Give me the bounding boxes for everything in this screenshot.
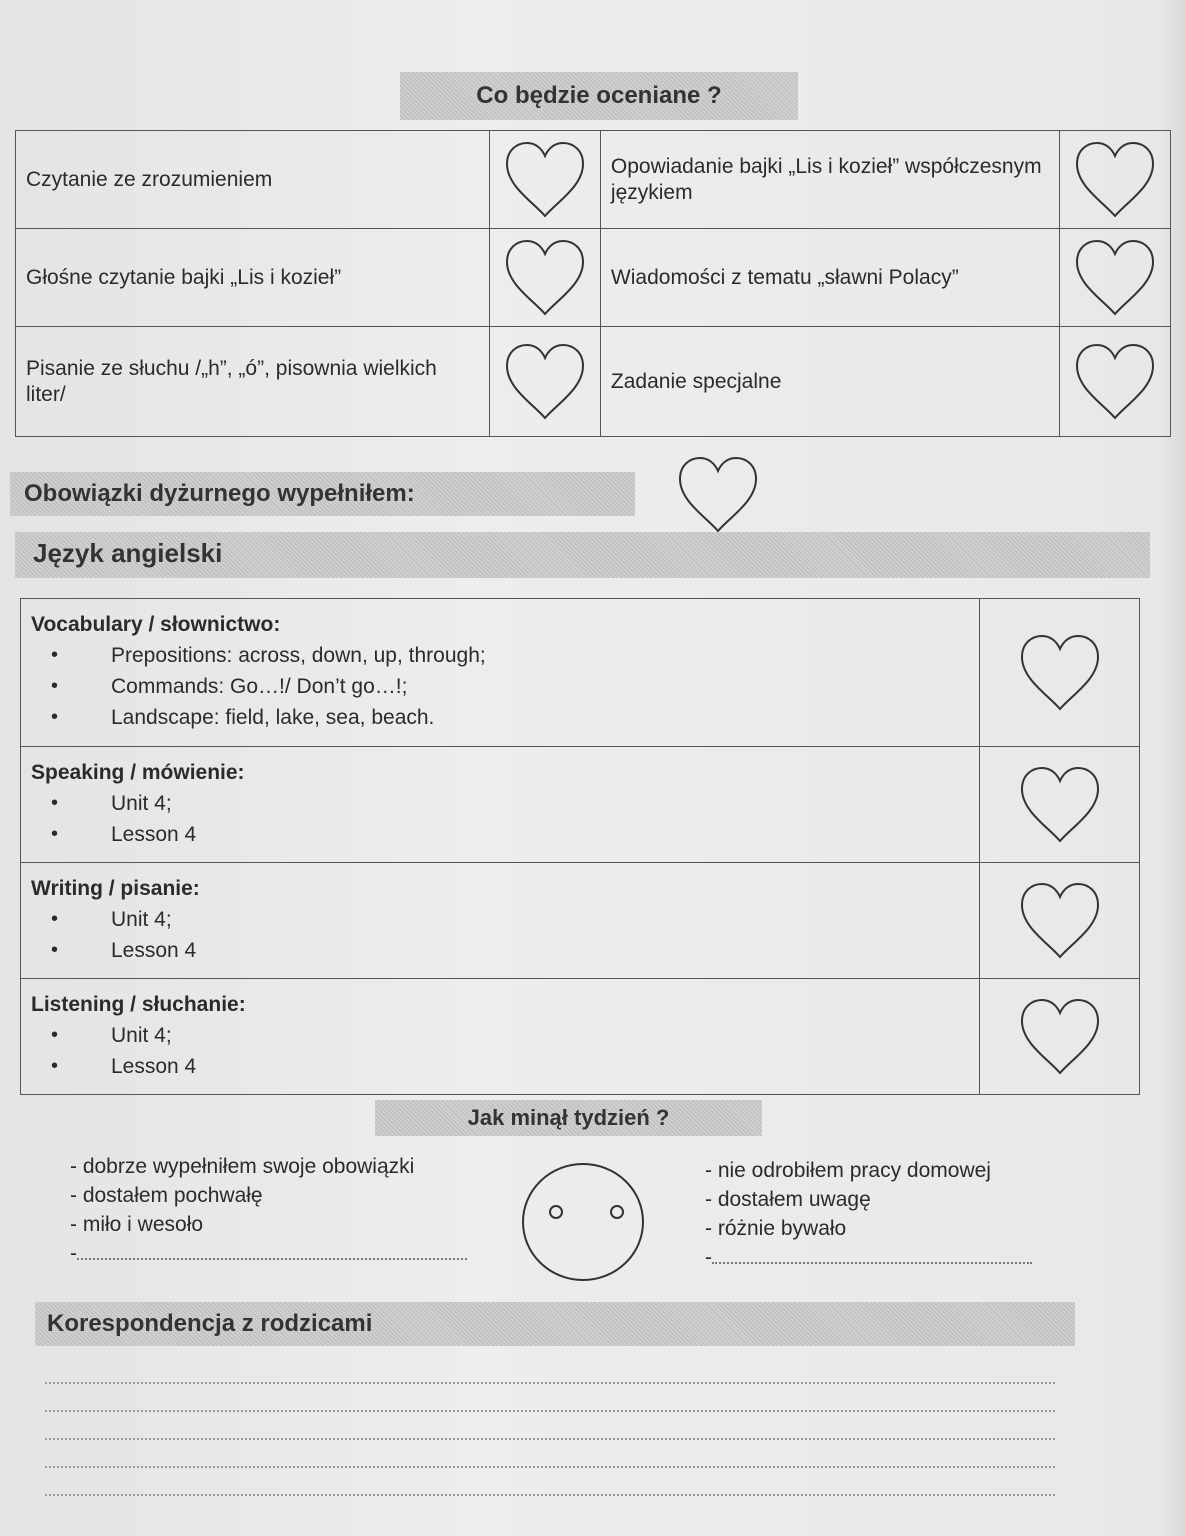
list-item: • Unit 4;	[111, 904, 969, 935]
list-item: • Lesson 4	[111, 935, 969, 966]
week-option: - dostałem uwagę	[705, 1188, 871, 1211]
heart-icon	[1018, 765, 1102, 845]
list-item: • Commands: Go…!/ Don’t go…!;	[111, 671, 969, 702]
graded-title: Co będzie oceniane ?	[476, 82, 722, 109]
english-section	[21, 979, 980, 1095]
heart-checkbox[interactable]	[1060, 131, 1171, 229]
heart-icon	[1018, 881, 1102, 961]
mood-face[interactable]	[518, 1160, 648, 1284]
list-item: • Unit 4;	[111, 1020, 969, 1051]
english-table	[20, 598, 1140, 1095]
list-item: • Lesson 4	[111, 819, 969, 850]
english-section	[21, 863, 980, 979]
heart-icon	[1018, 633, 1102, 713]
week-option-blank[interactable]: -	[705, 1243, 1065, 1272]
list-item: • Prepositions: across, down, up, through;	[111, 640, 969, 671]
section-heading: Vocabulary / słownictwo:	[31, 613, 281, 636]
writing-line[interactable]	[45, 1410, 1055, 1412]
english-row	[21, 747, 1140, 863]
heart-checkbox[interactable]	[489, 131, 600, 229]
english-row	[21, 979, 1140, 1095]
english-row	[21, 863, 1140, 979]
heart-icon	[676, 455, 760, 535]
writing-line[interactable]	[45, 1494, 1055, 1496]
correspondence-title: Korespondencja z rodzicami	[47, 1310, 373, 1337]
week-option-blank[interactable]: -	[70, 1239, 490, 1268]
duty-heart-checkbox[interactable]	[676, 455, 760, 539]
english-section	[21, 747, 980, 863]
face-icon	[518, 1160, 648, 1284]
list-item: • Landscape: field, lake, sea, beach.	[111, 702, 969, 733]
section-items	[31, 788, 969, 850]
duty-banner	[10, 472, 635, 516]
blank-line	[712, 1262, 1032, 1264]
section-heading: Writing / pisanie:	[31, 876, 200, 900]
week-title: Jak minął tydzień ?	[467, 1105, 670, 1130]
graded-table	[15, 130, 1171, 437]
graded-left-item: Pisanie ze słuchu /„h”, „ó”, pisownia wielkich liter/	[16, 327, 490, 437]
graded-left-item: Czytanie ze zrozumieniem	[16, 131, 490, 229]
graded-right-item: Zadanie specjalne	[600, 327, 1059, 437]
week-bad-list	[705, 1156, 1065, 1272]
duty-label: Obowiązki dyżurnego wypełniłem:	[24, 480, 415, 507]
week-option: - nie odrobiłem pracy domowej	[705, 1159, 991, 1182]
blank-line	[77, 1258, 467, 1260]
week-banner	[375, 1100, 762, 1136]
heart-checkbox[interactable]	[980, 747, 1140, 863]
list-item: • Unit 4;	[111, 788, 969, 819]
english-row	[21, 599, 1140, 747]
week-option: - różnie bywało	[705, 1217, 847, 1240]
heart-icon	[503, 342, 587, 422]
graded-row	[16, 327, 1171, 437]
section-heading: Speaking / mówienie:	[31, 760, 245, 784]
section-items	[31, 640, 969, 733]
english-banner	[15, 532, 1150, 578]
section-items	[31, 1020, 969, 1082]
heart-checkbox[interactable]	[489, 229, 600, 327]
graded-row	[16, 131, 1171, 229]
heart-checkbox[interactable]	[1060, 327, 1171, 437]
correspondence-banner	[35, 1302, 1075, 1346]
heart-checkbox[interactable]	[980, 979, 1140, 1095]
section-heading: Listening / słuchanie:	[31, 992, 246, 1016]
graded-right-item: Opowiadanie bajki „Lis i kozieł” współczesnym językiem	[600, 131, 1059, 229]
writing-line[interactable]	[45, 1466, 1055, 1468]
heart-icon	[1073, 140, 1157, 220]
heart-icon	[1018, 997, 1102, 1077]
list-item: • Lesson 4	[111, 1051, 969, 1082]
week-option: - dobrze wypełniłem swoje obowiązki	[70, 1155, 415, 1178]
heart-icon	[503, 238, 587, 318]
writing-line[interactable]	[45, 1438, 1055, 1440]
week-good-list	[70, 1152, 490, 1268]
heart-icon	[1073, 342, 1157, 422]
week-option: - miło i wesoło	[70, 1213, 204, 1236]
heart-checkbox[interactable]	[980, 599, 1140, 747]
graded-right-item: Wiadomości z tematu „sławni Polacy”	[600, 229, 1059, 327]
english-title: Język angielski	[33, 538, 223, 568]
heart-checkbox[interactable]	[1060, 229, 1171, 327]
graded-left-item: Głośne czytanie bajki „Lis i kozieł”	[16, 229, 490, 327]
heart-icon	[1073, 238, 1157, 318]
heart-icon	[503, 140, 587, 220]
heart-checkbox[interactable]	[980, 863, 1140, 979]
graded-row	[16, 229, 1171, 327]
heart-checkbox[interactable]	[489, 327, 600, 437]
graded-title-banner	[400, 72, 798, 120]
english-section	[21, 599, 980, 747]
week-option: - dostałem pochwałę	[70, 1184, 263, 1207]
section-items	[31, 904, 969, 966]
writing-line[interactable]	[45, 1382, 1055, 1384]
